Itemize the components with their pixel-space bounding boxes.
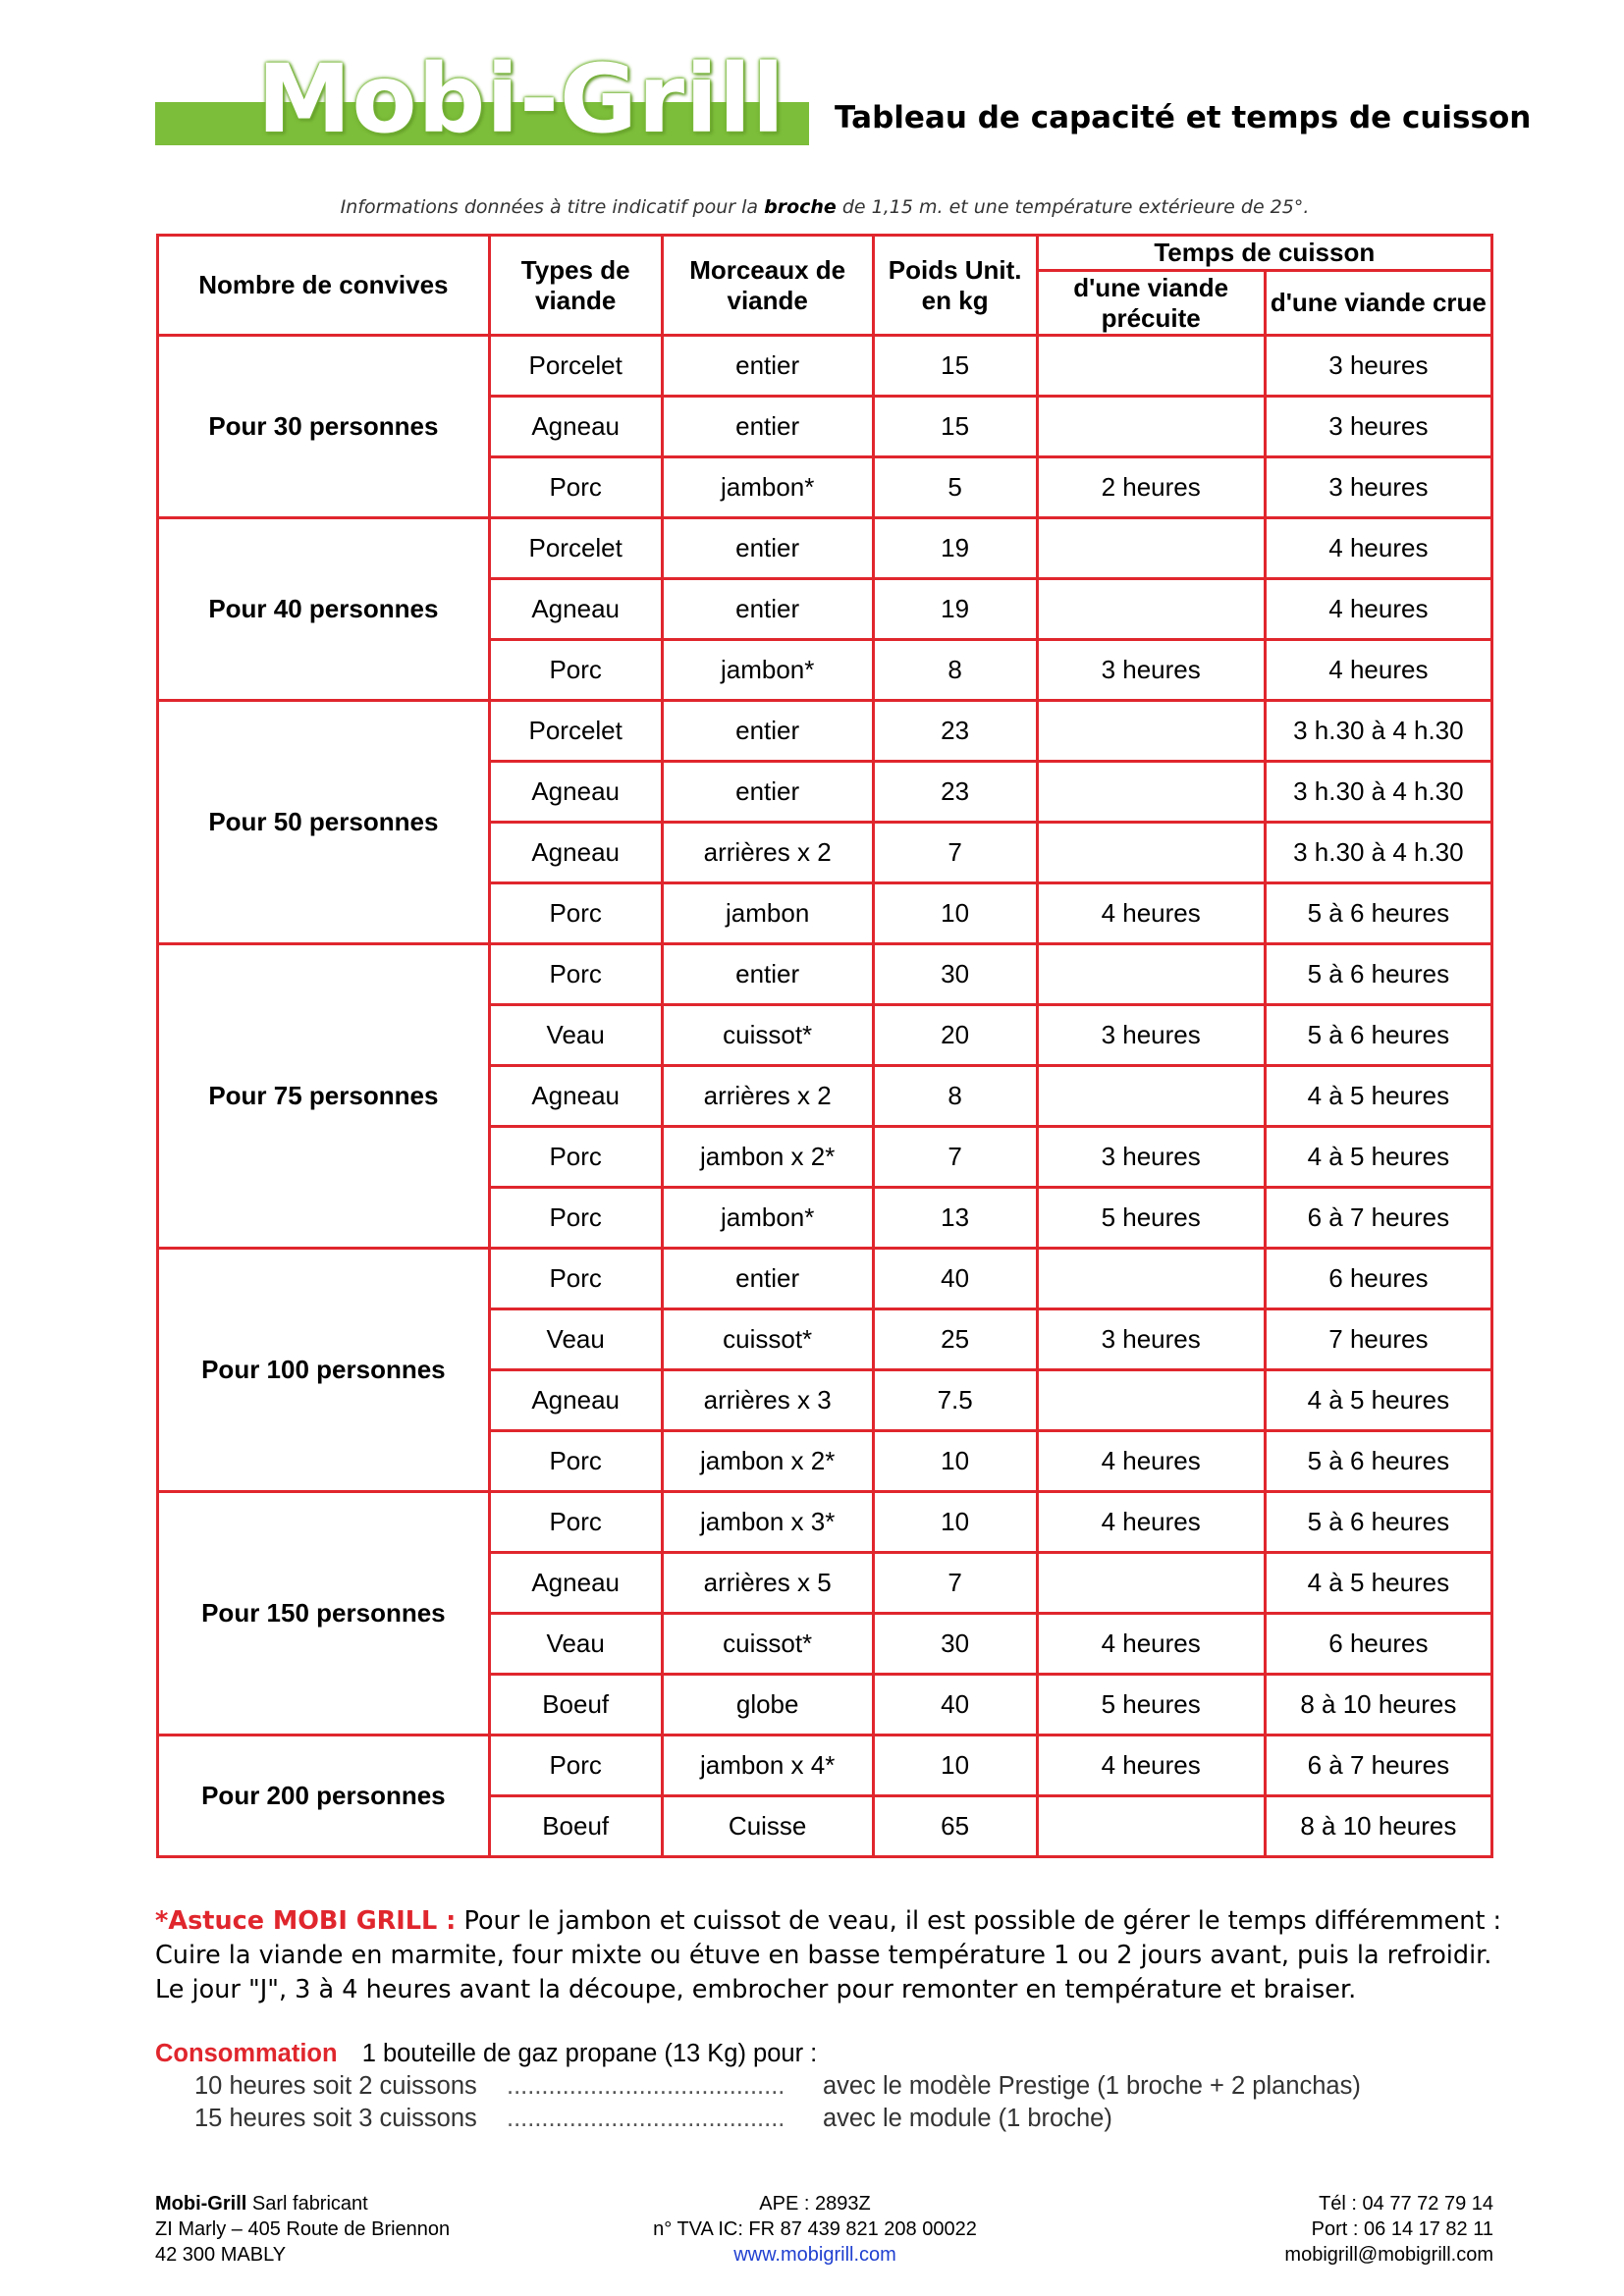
consommation-item-dots: ........................................ [507,2072,785,2100]
cell-poids: 40 [873,1249,1037,1309]
table-row [158,944,1492,1005]
cell-precuite: 4 heures [1037,883,1265,944]
cell-precuite [1037,336,1265,397]
cell-crue: 3 h.30 à 4 h.30 [1265,762,1491,823]
cell-morceau: arrières x 2 [662,823,873,883]
cell-type: Porc [489,883,662,944]
info-after: de 1,15 m. et une température extérieure de 25°. [836,196,1310,218]
cell-morceau: entier [662,336,873,397]
astuce-line-3: Le jour "J", 3 à 4 heures avant la découpe, embrocher pour remonter en température et braiser. [155,1975,1357,2004]
cell-crue: 4 à 5 heures [1265,1370,1491,1431]
header-convives: Nombre de convives [158,236,490,336]
table-row [158,518,1492,579]
cell-precuite [1037,944,1265,1005]
table-row [158,701,1492,762]
cell-precuite [1037,762,1265,823]
footer-address-2: 42 300 MABLY [155,2244,287,2266]
cell-type: Porc [489,1249,662,1309]
cell-morceau: globe [662,1675,873,1735]
cell-type: Porcelet [489,336,662,397]
info-line [157,193,1492,221]
consommation-label: Consommation [155,2040,338,2067]
cell-poids: 20 [873,1005,1037,1066]
cell-poids: 7 [873,823,1037,883]
cell-precuite: 4 heures [1037,1614,1265,1675]
cell-precuite: 5 heures [1037,1188,1265,1249]
header-poids: Poids Unit. en kg [873,236,1037,336]
cell-precuite: 3 heures [1037,1127,1265,1188]
cell-poids: 65 [873,1796,1037,1857]
footer-tva: n° TVA IC: FR 87 439 821 208 00022 [653,2218,977,2240]
header-temps: Temps de cuisson [1037,236,1491,271]
cell-poids: 8 [873,1066,1037,1127]
capacity-table [156,234,1493,1858]
cell-type: Porc [489,944,662,1005]
cell-crue: 6 heures [1265,1614,1491,1675]
cell-crue: 4 à 5 heures [1265,1553,1491,1614]
cell-precuite: 3 heures [1037,640,1265,701]
cell-poids: 8 [873,640,1037,701]
cell-type: Porc [489,1127,662,1188]
cell-type: Porc [489,1188,662,1249]
cell-type: Porc [489,1492,662,1553]
cell-precuite: 4 heures [1037,1735,1265,1796]
cell-crue: 5 à 6 heures [1265,1492,1491,1553]
consommation-item-dots: ........................................ [507,2105,785,2132]
cell-precuite: 3 heures [1037,1309,1265,1370]
cell-crue: 4 à 5 heures [1265,1127,1491,1188]
astuce-text-1: Pour le jambon et cuissot de veau, il est possible de gérer le temps différemment : [456,1906,1502,1936]
consommation-item [155,2070,1530,2103]
group-label: Pour 50 personnes [158,701,490,944]
cell-poids: 19 [873,518,1037,579]
cell-morceau: entier [662,1249,873,1309]
cell-precuite: 5 heures [1037,1675,1265,1735]
cell-precuite [1037,518,1265,579]
consommation-item-left: 10 heures soit 2 cuissons [194,2072,477,2100]
group-label: Pour 150 personnes [158,1492,490,1735]
cell-crue: 6 à 7 heures [1265,1735,1491,1796]
cell-crue: 4 à 5 heures [1265,1066,1491,1127]
cell-morceau: entier [662,701,873,762]
cell-morceau: cuissot* [662,1309,873,1370]
cell-poids: 7 [873,1127,1037,1188]
cell-crue: 8 à 10 heures [1265,1796,1491,1857]
cell-precuite [1037,701,1265,762]
cell-poids: 10 [873,1431,1037,1492]
group-label: Pour 30 personnes [158,336,490,518]
cell-crue: 5 à 6 heures [1265,1431,1491,1492]
cell-poids: 23 [873,701,1037,762]
group-label: Pour 75 personnes [158,944,490,1249]
group-label: Pour 200 personnes [158,1735,490,1857]
astuce-block [155,1904,1530,2007]
cell-poids: 7 [873,1553,1037,1614]
cell-poids: 23 [873,762,1037,823]
cell-type: Porc [489,1431,662,1492]
cell-precuite: 2 heures [1037,457,1265,518]
cell-precuite: 4 heures [1037,1492,1265,1553]
cell-poids: 30 [873,944,1037,1005]
footer-website-link[interactable]: www.mobigrill.com [733,2244,896,2266]
cell-crue: 4 heures [1265,518,1491,579]
cell-crue: 3 heures [1265,336,1491,397]
footer-address-1: ZI Marly – 405 Route de Briennon [155,2218,451,2240]
footer-company-rest: Sarl fabricant [246,2193,368,2215]
footer-company [155,2191,450,2268]
cell-type: Veau [489,1614,662,1675]
cell-crue: 7 heures [1265,1309,1491,1370]
cell-precuite [1037,397,1265,457]
cell-crue: 5 à 6 heures [1265,883,1491,944]
cell-poids: 10 [873,1492,1037,1553]
cell-morceau: jambon* [662,457,873,518]
logo: Mobi-Grill [257,44,785,154]
cell-morceau: entier [662,397,873,457]
astuce-label: *Astuce MOBI GRILL : [155,1906,457,1936]
cell-precuite [1037,1066,1265,1127]
cell-type: Porc [489,1735,662,1796]
cell-poids: 15 [873,336,1037,397]
footer-contact [1284,2191,1493,2268]
cell-precuite: 4 heures [1037,1431,1265,1492]
consommation-text: 1 bouteille de gaz propane (13 Kg) pour : [361,2040,818,2067]
cell-morceau: Cuisse [662,1796,873,1857]
page-title: Tableau de capacité et temps de cuisson [835,100,1532,135]
table-body [158,336,1492,1857]
cell-poids: 5 [873,457,1037,518]
cell-morceau: cuissot* [662,1005,873,1066]
table-row [158,336,1492,397]
cell-poids: 7.5 [873,1370,1037,1431]
cell-precuite [1037,823,1265,883]
cell-type: Agneau [489,397,662,457]
cell-morceau: cuissot* [662,1614,873,1675]
footer-port: Port : 06 14 17 82 11 [1311,2218,1493,2240]
cell-poids: 13 [873,1188,1037,1249]
cell-crue: 5 à 6 heures [1265,1005,1491,1066]
group-label: Pour 100 personnes [158,1249,490,1492]
cell-crue: 3 heures [1265,457,1491,518]
cell-type: Porcelet [489,701,662,762]
cell-poids: 40 [873,1675,1037,1735]
footer-ape: APE : 2893Z [759,2193,871,2215]
cell-morceau: entier [662,579,873,640]
cell-morceau: entier [662,944,873,1005]
footer-legal [589,2191,1041,2268]
cell-type: Porcelet [489,518,662,579]
cell-crue: 6 heures [1265,1249,1491,1309]
cell-crue: 4 heures [1265,640,1491,701]
header-crue: d'une viande crue [1265,271,1491,336]
info-before: Informations données à titre indicatif pour la [340,196,765,218]
cell-poids: 25 [873,1309,1037,1370]
cell-morceau: jambon x 2* [662,1431,873,1492]
cell-type: Porc [489,457,662,518]
cell-type: Agneau [489,1370,662,1431]
cell-morceau: jambon* [662,1188,873,1249]
cell-morceau: jambon x 3* [662,1492,873,1553]
cell-type: Veau [489,1005,662,1066]
cell-precuite [1037,1796,1265,1857]
cell-poids: 30 [873,1614,1037,1675]
cell-precuite: 3 heures [1037,1005,1265,1066]
footer-company-bold: Mobi-Grill [155,2193,247,2215]
consommation-item-right: avec le module (1 broche) [823,2105,1112,2132]
cell-type: Agneau [489,579,662,640]
cell-precuite [1037,1370,1265,1431]
cell-crue: 4 heures [1265,579,1491,640]
header-precuite: d'une viande précuite [1037,271,1265,336]
consommation-item [155,2103,1530,2135]
cell-type: Agneau [489,823,662,883]
consommation-block [155,2038,1530,2135]
cell-morceau: jambon x 2* [662,1127,873,1188]
astuce-line-1 [155,1904,1530,1939]
table-row [158,1735,1492,1796]
cell-poids: 19 [873,579,1037,640]
cell-morceau: entier [662,518,873,579]
cell-crue: 3 h.30 à 4 h.30 [1265,701,1491,762]
cell-type: Porc [489,640,662,701]
header-types: Types de viande [489,236,662,336]
cell-poids: 15 [873,397,1037,457]
cell-morceau: entier [662,762,873,823]
consommation-item-left: 15 heures soit 3 cuissons [194,2105,477,2132]
cell-precuite [1037,1553,1265,1614]
astuce-line-2: Cuire la viande en marmite, four mixte ou étuve en basse température 1 ou 2 jours avant, puis la refroidir. [155,1941,1492,1970]
cell-type: Agneau [489,1553,662,1614]
cell-type: Boeuf [489,1675,662,1735]
cell-crue: 3 heures [1265,397,1491,457]
info-bold: broche [764,196,837,218]
cell-morceau: arrières x 2 [662,1066,873,1127]
footer-company-name [155,2191,450,2216]
consommation-item-right: avec le modèle Prestige (1 broche + 2 planchas) [823,2072,1361,2100]
footer-tel: Tél : 04 77 72 79 14 [1319,2193,1493,2215]
cell-morceau: jambon x 4* [662,1735,873,1796]
cell-type: Veau [489,1309,662,1370]
cell-morceau: jambon* [662,640,873,701]
group-label: Pour 40 personnes [158,518,490,701]
cell-crue: 8 à 10 heures [1265,1675,1491,1735]
cell-morceau: arrières x 5 [662,1553,873,1614]
consommation-header [155,2038,1530,2070]
cell-poids: 10 [873,883,1037,944]
header-morceaux: Morceaux de viande [662,236,873,336]
cell-precuite [1037,1249,1265,1309]
table-row [158,1249,1492,1309]
cell-crue: 6 à 7 heures [1265,1188,1491,1249]
table-row [158,1492,1492,1553]
cell-morceau: arrières x 3 [662,1370,873,1431]
cell-type: Boeuf [489,1796,662,1857]
cell-morceau: jambon [662,883,873,944]
cell-poids: 10 [873,1735,1037,1796]
cell-type: Agneau [489,762,662,823]
cell-type: Agneau [489,1066,662,1127]
footer-email: mobigrill@mobigrill.com [1284,2244,1493,2266]
cell-crue: 3 h.30 à 4 h.30 [1265,823,1491,883]
cell-crue: 5 à 6 heures [1265,944,1491,1005]
cell-precuite [1037,579,1265,640]
